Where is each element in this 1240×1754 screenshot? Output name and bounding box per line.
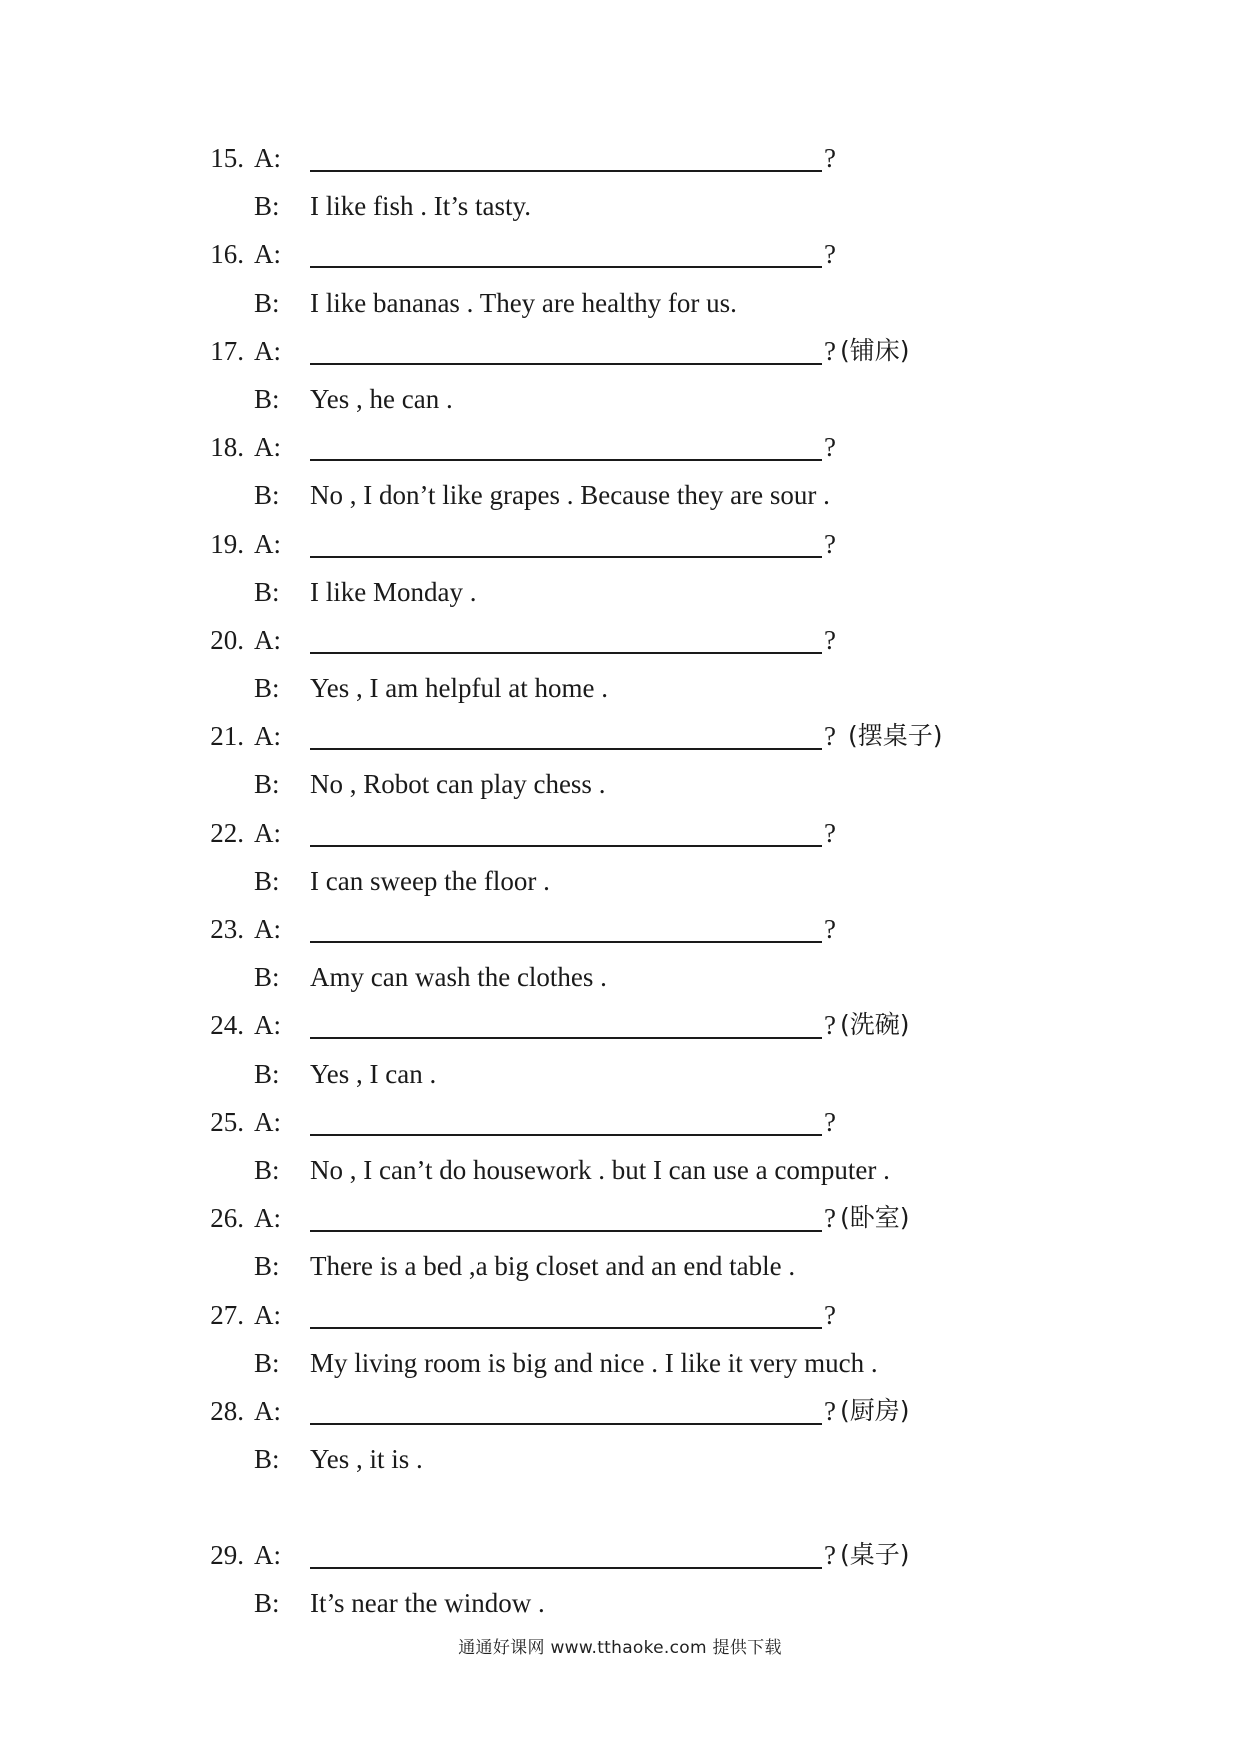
speaker-b-label: B: bbox=[254, 1444, 280, 1475]
answer-row bbox=[0, 664, 1240, 712]
answer-blank-line[interactable] bbox=[310, 1567, 822, 1569]
question-number: 27. bbox=[210, 1299, 244, 1330]
answer-row bbox=[0, 1339, 1240, 1387]
question-number: 28. bbox=[210, 1395, 244, 1426]
speaker-a-label: A: bbox=[254, 1299, 281, 1330]
question-number: 24. bbox=[210, 1010, 244, 1041]
question-row bbox=[0, 616, 1240, 664]
question-mark: ? bbox=[824, 1299, 836, 1330]
answer-blank-line[interactable] bbox=[310, 170, 822, 172]
question-mark: ? bbox=[824, 239, 836, 270]
question-number: 29. bbox=[210, 1540, 244, 1571]
chinese-hint: (厨房) bbox=[840, 1395, 910, 1425]
speaker-a-label: A: bbox=[254, 817, 281, 848]
speaker-b-label: B: bbox=[254, 1347, 280, 1378]
answer-text: Yes , it is . bbox=[310, 1444, 423, 1475]
question-row bbox=[0, 1194, 1240, 1242]
answer-text: It’s near the window . bbox=[310, 1588, 545, 1619]
question-row bbox=[0, 712, 1240, 760]
chinese-hint: (摆桌子) bbox=[848, 721, 943, 751]
question-row bbox=[0, 1291, 1240, 1339]
answer-blank-line[interactable] bbox=[310, 1230, 822, 1232]
question-number: 21. bbox=[210, 721, 244, 752]
question-number: 20. bbox=[210, 624, 244, 655]
question-number: 15. bbox=[210, 143, 244, 173]
speaker-b-label: B: bbox=[254, 1588, 280, 1619]
question-number: 22. bbox=[210, 817, 244, 848]
chinese-hint: (铺床) bbox=[840, 335, 910, 365]
question-mark: ? bbox=[824, 1540, 836, 1571]
answer-text: My living room is big and nice . I like it very much . bbox=[310, 1347, 878, 1378]
question-mark: ? bbox=[824, 721, 836, 752]
speaker-a-label: A: bbox=[254, 143, 281, 173]
chinese-hint: (卧室) bbox=[840, 1203, 910, 1233]
speaker-b-label: B: bbox=[254, 287, 280, 318]
answer-blank-line[interactable] bbox=[310, 363, 822, 365]
chinese-hint: (洗碗) bbox=[840, 1010, 910, 1040]
answer-text: I like bananas . They are healthy for us. bbox=[310, 287, 737, 318]
speaker-b-label: B: bbox=[254, 383, 280, 414]
answer-row bbox=[0, 182, 1240, 230]
question-number: 19. bbox=[210, 528, 244, 559]
answer-row bbox=[0, 857, 1240, 905]
answer-text: I like Monday . bbox=[310, 576, 477, 607]
question-mark: ? bbox=[824, 1106, 836, 1137]
question-mark: ? bbox=[824, 624, 836, 655]
answer-row bbox=[0, 279, 1240, 327]
speaker-b-label: B: bbox=[254, 1058, 280, 1089]
answer-blank-line[interactable] bbox=[310, 845, 822, 847]
answer-text: Amy can wash the clothes . bbox=[310, 962, 607, 993]
question-row bbox=[0, 1531, 1240, 1579]
answer-blank-line[interactable] bbox=[310, 1134, 822, 1136]
answer-blank-line[interactable] bbox=[310, 266, 822, 268]
question-row bbox=[0, 905, 1240, 953]
answer-text: I like fish . It’s tasty. bbox=[310, 191, 531, 222]
answer-text: There is a bed ,a big closet and an end table . bbox=[310, 1251, 796, 1282]
answer-blank-line[interactable] bbox=[310, 1423, 822, 1425]
speaker-a-label: A: bbox=[254, 1395, 281, 1426]
speaker-a-label: A: bbox=[254, 335, 281, 366]
question-row bbox=[0, 327, 1240, 375]
speaker-b-label: B: bbox=[254, 673, 280, 704]
answer-blank-line[interactable] bbox=[310, 459, 822, 461]
question-mark: ? bbox=[824, 335, 836, 366]
speaker-a-label: A: bbox=[254, 914, 281, 944]
speaker-b-label: B: bbox=[254, 865, 280, 896]
question-number: 25. bbox=[210, 1106, 244, 1137]
answer-row bbox=[0, 760, 1240, 808]
question-row bbox=[0, 520, 1240, 568]
question-number: 23. bbox=[210, 914, 244, 944]
speaker-b-label: B: bbox=[254, 576, 280, 607]
answer-blank-line[interactable] bbox=[310, 748, 822, 750]
speaker-b-label: B: bbox=[254, 962, 280, 993]
question-mark: ? bbox=[824, 432, 836, 463]
speaker-a-label: A: bbox=[254, 432, 281, 463]
exercise-list bbox=[0, 134, 1240, 1628]
speaker-a-label: A: bbox=[254, 721, 281, 752]
question-row bbox=[0, 423, 1240, 471]
question-row bbox=[0, 134, 1240, 182]
speaker-b-label: B: bbox=[254, 480, 280, 511]
speaker-a-label: A: bbox=[254, 624, 281, 655]
question-number: 16. bbox=[210, 239, 244, 270]
answer-blank-line[interactable] bbox=[310, 1327, 822, 1329]
speaker-b-label: B: bbox=[254, 1154, 280, 1185]
speaker-a-label: A: bbox=[254, 1010, 281, 1041]
question-number: 26. bbox=[210, 1203, 244, 1234]
speaker-a-label: A: bbox=[254, 1540, 281, 1571]
question-mark: ? bbox=[824, 1203, 836, 1234]
speaker-a-label: A: bbox=[254, 1203, 281, 1234]
question-mark: ? bbox=[824, 817, 836, 848]
footer-text: 通通好课网 www.tthaoke.com 提供下载 bbox=[458, 1638, 782, 1658]
answer-row bbox=[0, 1146, 1240, 1194]
question-number: 18. bbox=[210, 432, 244, 463]
answer-text: Yes , he can . bbox=[310, 383, 453, 414]
answer-text: I can sweep the floor . bbox=[310, 865, 550, 896]
answer-blank-line[interactable] bbox=[310, 1037, 822, 1039]
answer-row bbox=[0, 1579, 1240, 1627]
question-row bbox=[0, 809, 1240, 857]
question-mark: ? bbox=[824, 1010, 836, 1041]
answer-text: No , I don’t like grapes . Because they are sour . bbox=[310, 480, 830, 511]
question-mark: ? bbox=[824, 914, 836, 944]
answer-row bbox=[0, 471, 1240, 519]
question-mark: ? bbox=[824, 528, 836, 559]
answer-text: No , Robot can play chess . bbox=[310, 769, 606, 800]
answer-row bbox=[0, 1435, 1240, 1483]
question-mark: ? bbox=[824, 143, 836, 173]
speaker-a-label: A: bbox=[254, 1106, 281, 1137]
answer-row bbox=[0, 1050, 1240, 1098]
speaker-a-label: A: bbox=[254, 239, 281, 270]
question-mark: ? bbox=[824, 1395, 836, 1426]
chinese-hint: (桌子) bbox=[840, 1540, 910, 1570]
speaker-b-label: B: bbox=[254, 1251, 280, 1282]
answer-row bbox=[0, 1242, 1240, 1290]
question-row bbox=[0, 1098, 1240, 1146]
answer-row bbox=[0, 953, 1240, 1001]
speaker-b-label: B: bbox=[254, 769, 280, 800]
answer-blank-line[interactable] bbox=[310, 941, 822, 943]
answer-text: Yes , I can . bbox=[310, 1058, 437, 1089]
answer-text: Yes , I am helpful at home . bbox=[310, 673, 608, 704]
question-number: 17. bbox=[210, 335, 244, 366]
answer-row bbox=[0, 568, 1240, 616]
question-row bbox=[0, 1001, 1240, 1049]
question-row bbox=[0, 230, 1240, 278]
answer-text: No , I can’t do housework . but I can use a computer . bbox=[310, 1154, 890, 1185]
question-row bbox=[0, 1387, 1240, 1435]
speaker-b-label: B: bbox=[254, 191, 280, 222]
answer-blank-line[interactable] bbox=[310, 652, 822, 654]
speaker-a-label: A: bbox=[254, 528, 281, 559]
answer-row bbox=[0, 375, 1240, 423]
answer-blank-line[interactable] bbox=[310, 556, 822, 558]
